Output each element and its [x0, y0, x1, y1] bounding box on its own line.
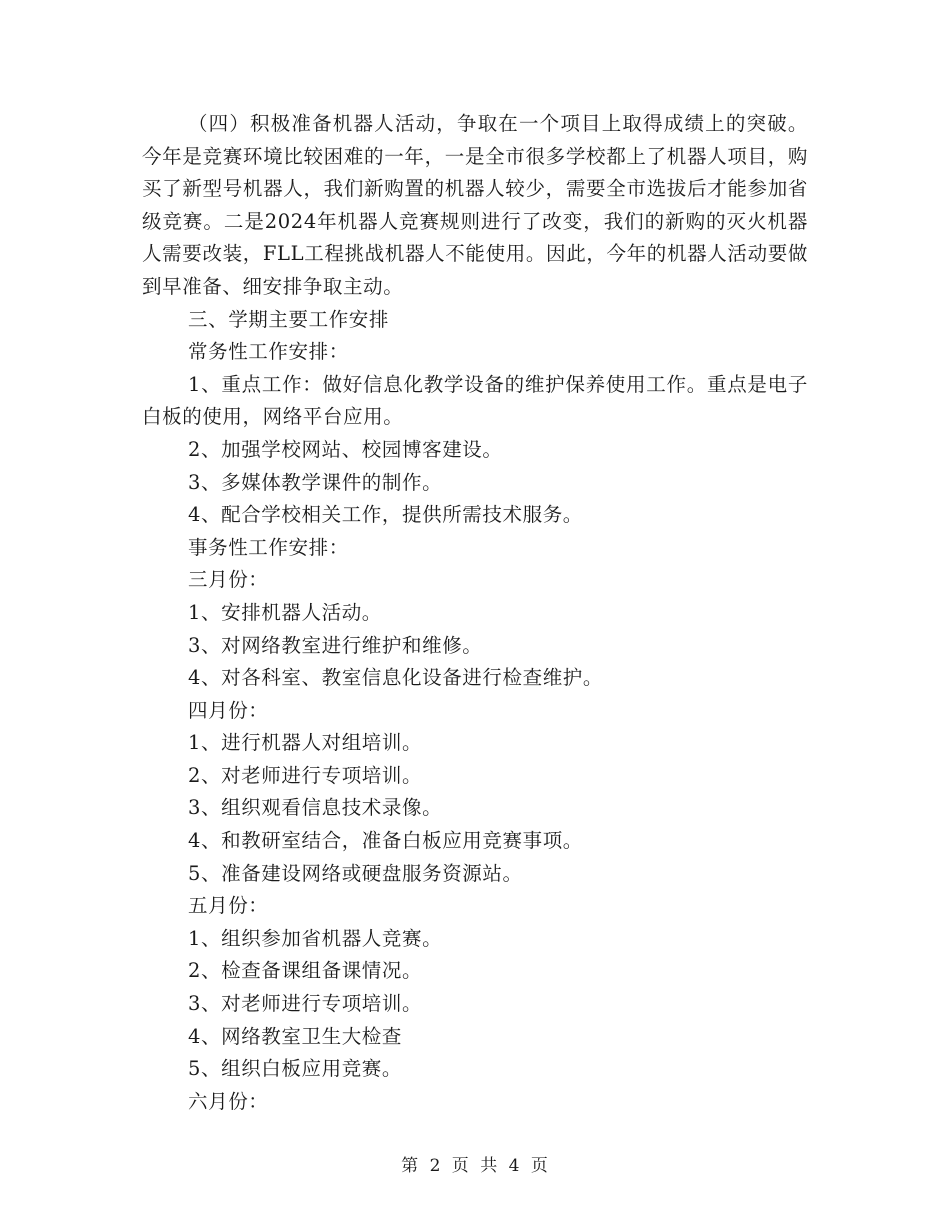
- heading-march: 三月份：: [188, 568, 269, 592]
- document-body: [142, 108, 808, 1118]
- list-item: 4、和教研室结合，准备白板应用竞赛事项。: [188, 829, 583, 853]
- heading-june: 六月份：: [188, 1089, 269, 1113]
- list-item: 2、加强学校网站、校园博客建设。: [188, 437, 503, 461]
- paragraph-section-four: （四）积极准备机器人活动，争取在一个项目上取得成绩上的突破。今年是竞赛环境比较困难的一年，一是全市很多学校都上了机器人项目，购买了新型号机器人，我们新购置的机器人较少，需要全市选拔后才能参加省级竞赛。二是2024年机器人竞赛规则进行了改变，我们的新购的灭火机器人需要改装，FLL工程挑战机器人不能使用。因此，今年的机器人活动要做到早准备、细安排争取主动。: [142, 112, 808, 298]
- list-item: 4、对各科室、教室信息化设备进行检查维护。: [188, 666, 604, 690]
- list-item: 1、组织参加省机器人竞赛。: [188, 926, 443, 950]
- list-item: 2、对老师进行专项培训。: [188, 763, 423, 787]
- list-item: 4、配合学校相关工作，提供所需技术服务。: [188, 503, 583, 527]
- list-item: 3、对老师进行专项培训。: [188, 992, 423, 1016]
- page-number-footer: 第 2 页 共 4 页: [401, 1156, 549, 1176]
- list-item: 5、准备建设网络或硬盘服务资源站。: [188, 861, 523, 885]
- list-item: 2、检查备课组备课情况。: [188, 959, 423, 983]
- heading-may: 五月份：: [188, 894, 269, 918]
- list-item: 4、网络教室卫生大检查: [188, 1024, 403, 1048]
- list-item: 1、重点工作：做好信息化教学设备的维护保养使用工作。重点是电子白板的使用，网络平台应用。: [142, 372, 808, 429]
- heading-semester-plan: 三、学期主要工作安排: [188, 307, 390, 331]
- heading-routine-work: 常务性工作安排：: [188, 340, 349, 364]
- list-item: 3、组织观看信息技术录像。: [188, 796, 443, 820]
- heading-affairs-work: 事务性工作安排：: [188, 535, 349, 559]
- list-item: 3、多媒体教学课件的制作。: [188, 470, 443, 494]
- heading-april: 四月份：: [188, 698, 269, 722]
- list-item: 5、组织白板应用竞赛。: [188, 1057, 403, 1081]
- list-item: 3、对网络教室进行维护和维修。: [188, 633, 483, 657]
- list-item: 1、进行机器人对组培训。: [188, 731, 423, 755]
- list-item: 1、安排机器人活动。: [188, 600, 382, 624]
